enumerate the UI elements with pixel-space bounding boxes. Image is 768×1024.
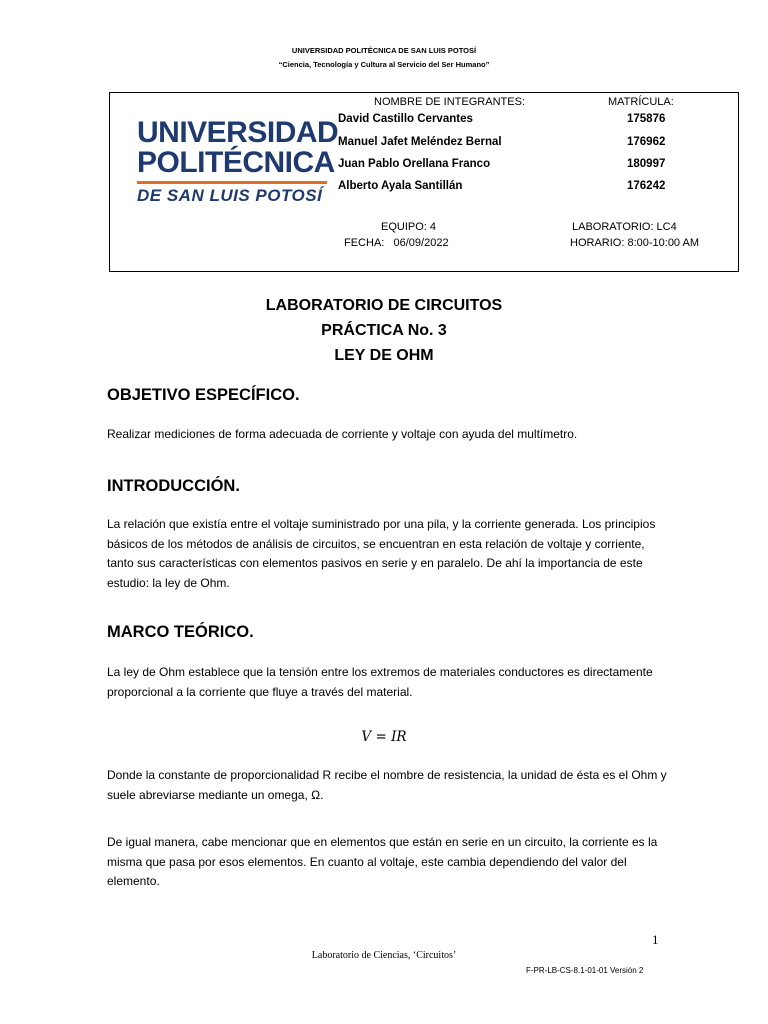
names-header: NOMBRE DE INTEGRANTES: — [374, 96, 525, 108]
marco-text-2: Donde la constante de proporcionalidad R recibe el nombre de resistencia, la unidad de ésta es el Ohm y suele abreviarse mediante un omega, Ω. — [107, 768, 667, 802]
intro-heading: INTRODUCCIÓN. — [107, 477, 240, 495]
member-name: David Castillo Cervantes — [338, 113, 473, 125]
footer-lab-name: Laboratorio de Ciencias, ‘Circuitos’ — [311, 950, 457, 961]
title-line-1: LABORATORIO DE CIRCUITOS — [265, 297, 503, 314]
marco-text-1: La ley de Ohm establece que la tensión entre los extremos de materiales conductores es directamente proporcional a la corriente que fluye a través del material. — [107, 665, 653, 699]
intro-text: La relación que existía entre el voltaje suministrado por una pila, y la corriente generada. Los principios básicos de los métodos de análisis de circuitos, se encuentran en esta relación de voltaje y corriente, tanto sus características con elementos pasivos en serie y en paralelo. De ahí la importancia de este estudio: la ley de Ohm. — [107, 517, 656, 590]
marco-text-3: De igual manera, cabe mencionar que en elementos que están en serie en un circuito, la corriente es la misma que pasa por esos elementos. En cuanto al voltaje, este cambia dependiendo del valor del elemento. — [107, 835, 658, 888]
university-logo — [137, 116, 339, 206]
logo-line-2: POLITÉCNICA — [137, 146, 335, 179]
equipo-label: EQUIPO: 4 — [381, 221, 437, 233]
logo-line-1: UNIVERSIDAD — [137, 116, 339, 149]
member-matricula: 175876 — [627, 113, 666, 125]
ohm-equation: V = IR — [361, 729, 407, 745]
footer-doc-code: F-PR-LB-CS-8.1-01-01 Versión 2 — [526, 966, 644, 975]
horario-label: HORARIO: 8:00-10:00 AM — [570, 237, 699, 249]
title-line-2: PRÁCTICA No. 3 — [321, 322, 447, 339]
title-line-3: LEY DE OHM — [334, 347, 434, 364]
member-matricula: 176962 — [627, 136, 666, 148]
member-name: Alberto Ayala Santillán — [338, 180, 463, 192]
objetivo-text: Realizar mediciones de forma adecuada de corriente y voltaje con ayuda del multímetro. — [107, 427, 578, 441]
objetivo-heading: OBJETIVO ESPECÍFICO. — [107, 386, 300, 404]
marco-heading: MARCO TEÓRICO. — [107, 623, 254, 641]
page-number: 1 — [652, 932, 659, 947]
header-motto: “Ciencia, Tecnología y Cultura al Servicio del Ser Humano” — [278, 60, 490, 69]
fecha-label: FECHA: 06/09/2022 — [344, 237, 449, 249]
laboratorio-label: LABORATORIO: LC4 — [572, 221, 677, 233]
matricula-header: MATRÍCULA: — [608, 96, 674, 108]
logo-line-3: DE SAN LUIS POTOSÍ — [137, 186, 323, 205]
member-name: Juan Pablo Orellana Franco — [338, 158, 491, 170]
header-university: UNIVERSIDAD POLITÉCNICA DE SAN LUIS POTOSÍ — [291, 46, 477, 55]
member-matricula: 180997 — [627, 158, 666, 170]
member-matricula: 176242 — [627, 180, 666, 192]
member-name: Manuel Jafet Meléndez Bernal — [338, 136, 502, 148]
logo-divider — [137, 181, 327, 184]
